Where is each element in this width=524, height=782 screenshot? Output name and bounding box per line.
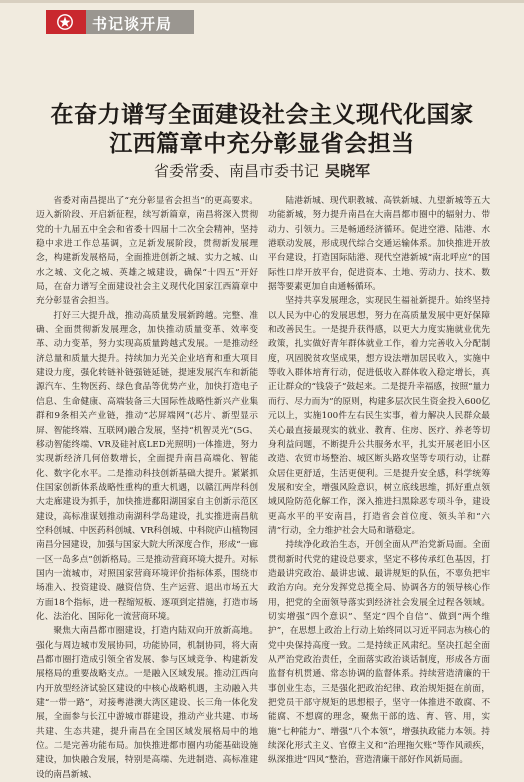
byline-role: 省委常委、南昌市委书记: [153, 162, 319, 180]
body-column-right: [268, 194, 490, 766]
column-title: 书记谈开局: [92, 15, 173, 33]
top-rule: [0, 0, 524, 3]
byline: [0, 160, 524, 181]
body-column-left: [36, 194, 258, 780]
headline-line-1: 在奋力谱写全面建设社会主义现代化国家: [50, 102, 474, 128]
body-paragraph: 坚持共享发展理念，实现民生福祉新提升。始终坚持以人民为中心的发展思想，努力在高质量发展中更好保障和改善民生。一是提升获得感，以更大力度实施就业优先政策，扎实做好青年群体就业工作，着力完善收入分配制度，巩固脱贫攻坚成果，想方设法增加居民收入，实施中等收入群体培育行动，促进低收入群体收入稳定增长，真正让群众的“钱袋子”鼓起来。二是提升幸福感，按照“量力而行、尽力而为”的原则，构建多层次民生资金投入600亿元以上，实施100件左右民生实事，着力解决人民群众最关心最直接最现实的就业、教育、住房、医疗、养老等切身利益问题，不断提升公共服务水平，扎实开展老旧小区改造、农贸市场整治、城区断头路攻坚等专项行动，让群众居住更舒适，生活更便利。三是提升安全感，科学统筹发展和安全，增强风险意识，树立底线思维，抓好重点领域风险防范化解工作，深入推进扫黑除恶专项斗争，建设更高水平的平安南昌，打造省会首位度、领头羊和“六清”行动，全力维护社会大局和谐稳定。: [268, 296, 490, 536]
body-paragraph: 持续净化政治生态，开创全面从严治党新局面。全面贯彻新时代党的建设总要求，坚定不移传承红色基因，打造最讲究政治、最讲忠诚、最讲规矩的队伍，不辜负把牢政治方向。充分发挥党总揽全局、协调各方的领导核心作用，把党的全面领导落实到经济社会发展全过程各领域。切实增强“四个意识”、坚定“四个自信”、做到“两个维护”，在思想上政治上行动上始终同以习近平同志为核心的党中央保持高度一致。二是持续正风肃纪。坚决扛起全面从严治党政治责任，全面落实政治谈话制度，形成各方面监督有机贯通、常态协调的监督体系。持续营造清廉的干事创业生态，三是强化把政治纪律、政治规矩挺在前面，把党员干部守规矩的思想根子，坚守一体推进不敢腐、不能腐、不想腐的理念，聚焦干部的选、育、管、用，实施“七种能力”、增强“八个本领”，增强执政能力本领。持续深化形式主义、官僚主义和“治理拖欠账”等作风顽疾，纵深推进“四风”整治，营造清廉干部好作风新局面。: [268, 540, 490, 766]
seal-icon: [56, 13, 74, 31]
byline-name: 吴晓军: [325, 162, 371, 180]
body-paragraph: 省委对南昌提出了“充分彰显省会担当”的更高要求。迈入新阶段、开启新征程，续写新篇章，南昌将深入贯彻党的十九届五中全会和省委十四届十二次全会精神，坚持稳中求进工作总基调，立足新发展阶段，贯彻新发展理念，构建新发展格局，全面推进创新之城、实力之城、山水之城、文化之城、英雄之城建设，确保“十四五”开好局，在奋力谱写全面建设社会主义现代化国家江西篇章中充分彰显省会担当。: [36, 196, 258, 307]
body-paragraph: 陆港新城、现代职教城、高铁新城、九望新城等五大功能新城，努力提升南昌在大南昌都市圈中的辐射力、带动力、引领力。三是畅通经济循环。促进空港、陆港、水港联动发展，形成现代综合交通运输体系。加快推进开放平台建设，打造国际陆港、现代空港新城“南北呼应”的国际性口岸开放平台，促进资本、土地、劳动力、技术、数据等要素更加自由通畅循环。: [268, 196, 490, 293]
headline-line-2: 江西篇章中充分彰显省会担当: [109, 131, 415, 157]
column-banner: [46, 10, 194, 34]
body-paragraph: 打好三大提升战，推动高质量发展新跨越。完整、准确、全面贯彻新发展理念，加快推动质量变革、效率变革、动力变革，努力实现高质量跨越式发展。一是推动经济总量和质量大提升。持续加力光关企业培育和重大项目建设力度，强化转链补链强链延链，提速发展汽车和新能源汽车、生物医药、绿色食品等优势产业，加快打造电子信息、生命健康、高端装备三大国际性战略性新兴产业集群和9条相关产业链，推动“芯屏端网”(芯片、新型显示屏、智能终端、互联网)融合发展，坚持“机智灵光”(5G、移动智能终端、VR及硅衬底LED光照明)一体推进，努力实现新经济几何倍数增长，全面提升南昌高端化、智能化、数字化水平。二是推动科技创新基础大提升。紧紧抓住国家创新体系战略性重构的重大机遇，以赣江两岸科创大走廊建设为抓手，加快推进鄱阳湖国家自主创新示范区建设，高标准谋划推动南湖科学岛建设，扎实推进南昌航空科创城、中医药科创城、VR科创城、中科院庐山植物园南昌分园建设，加强与国家大院大所深度合作，形成“一廊一区一岛多点”创新格局。三是推动营商环境大提升。对标国内一流城市，对照国家营商环境评价指标体系，围绕市场准入、投资建设、融资信贷、生产运营、退出市场五大方面18个指标，进一程缩短板、逐项到定措施，打造市场化、法治化、国际化一流营商环境。: [36, 310, 258, 622]
body-paragraph: 聚焦大南昌都市圈建设，打造内陆双向开放新高地。强化与周边城市发展协同，功能协同，机制协同，将大南昌都市圈打造成引领全省发展、参与区域竞争、构建新发展格局的重要战略支点。一是融入区域发展。推动江西向内开放型经济试验区建设的中核心战略机遇，主动融入共建“一带一路”，对接粤港澳大湾区建设、长三角一体化发展，全面参与长江中游城市群建设，推动产业共建、市场共建、生态共建，提升南昌在全国区域发展格局中的地位。二是完善功能布局。加快推进都市圈内功能基础设施建设，加快融合发展，特别是高端、先进制造、高标准建设的南昌新城、: [36, 626, 258, 780]
